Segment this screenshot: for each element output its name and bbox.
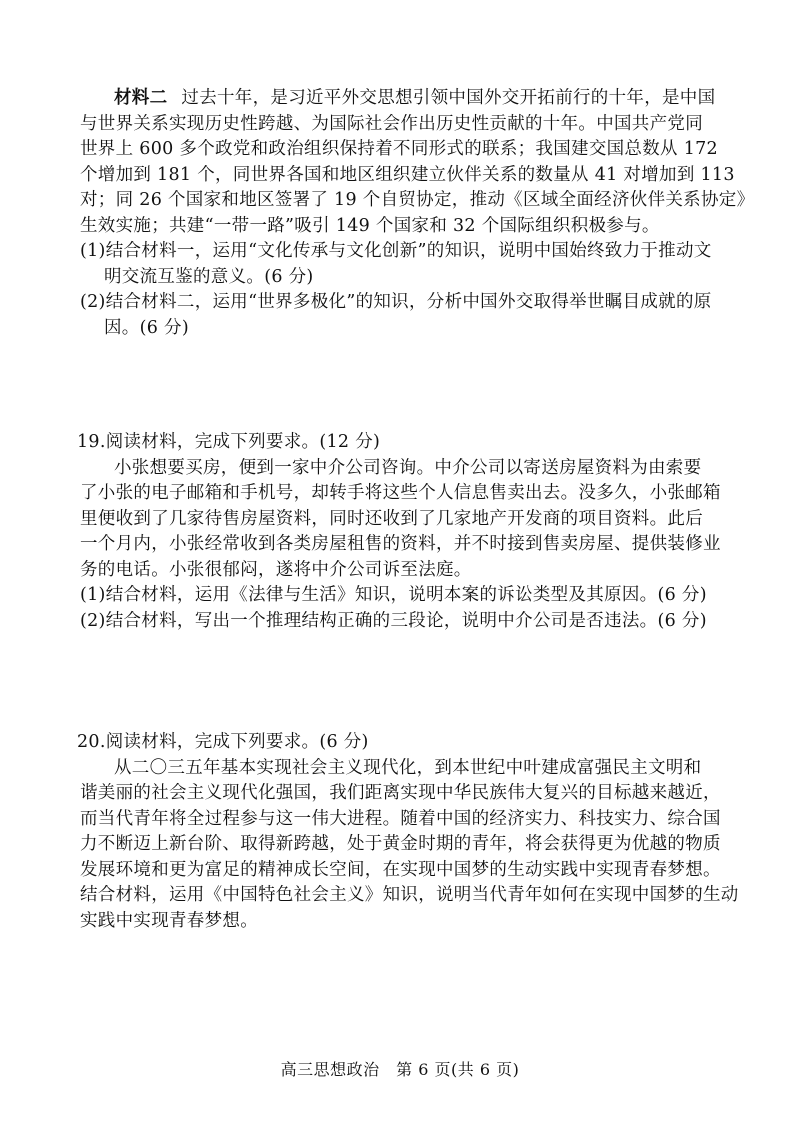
question-20-line-5: 发展环境和更为富足的精神成长空间，在实现中国梦的生动实践中实现青春梦想。 [80, 859, 721, 880]
question-20-line-3: 而当代青年将全过程参与这一伟大进程。随着中国的经济实力、科技实力、综合国 [80, 808, 721, 829]
question-19-2: (2)结合材料，写出一个推理结构正确的三段论，说明中介公司是否违法。(6 分) [80, 610, 707, 631]
question-20-line-6: 结合材料，运用《中国特色社会主义》知识，说明当代青年如何在实现中国梦的生动 [80, 885, 739, 905]
question-20-line-1: 从二〇三五年基本实现社会主义现代化，到本世纪中叶建成富强民主文明和 [114, 757, 702, 778]
question-19-line-3: 里便收到了几家待售房屋资料，同时还收到了几家地产开发商的项目资料。此后 [80, 508, 703, 529]
question-19-line-1: 小张想要买房，便到一家中介公司咨询。中介公司以寄送房屋资料为由索要 [114, 457, 702, 478]
question-20-heading: 20.阅读材料，完成下列要求。(6 分) [77, 732, 369, 752]
page-footer: 高三思想政治 第 6 页(共 6 页) [280, 1060, 520, 1079]
material-two-line-1: 材料二 过去十年，是习近平外交思想引领中国外交开拓前行的十年，是中国 [114, 88, 716, 108]
question-19-section [77, 430, 730, 634]
material-two-title: 材料二 [114, 88, 168, 108]
question-19-line-5: 务的电话。小张很郁闷，遂将中介公司诉至法庭。 [80, 559, 472, 580]
material-two-section [80, 86, 755, 341]
question-20-line-4: 力不断迈上新台阶、取得新跨越，处于黄金时期的青年，将会获得更为优越的物质 [80, 834, 721, 854]
question-18-2-line-2: 因。(6 分) [104, 317, 189, 338]
question-20-section [77, 730, 739, 934]
question-18-1-line-1: (1)结合材料一，运用“文化传承与文化创新”的知识，说明中国始终致力于推动文 [80, 241, 712, 261]
question-18-1-line-2: 明交流互鉴的意义。(6 分) [104, 266, 314, 287]
question-19-line-4: 一个月内，小张经常收到各类房屋租售的资料，并不时接到售卖房屋、提供装修业 [80, 534, 721, 554]
material-two-line-3: 世界上 600 多个政党和政治组织保持着不同形式的联系；我国建交国总数从 172 [80, 139, 718, 159]
question-19-heading: 19.阅读材料，完成下列要求。(12 分) [77, 432, 381, 452]
question-19-line-2: 了小张的电子邮箱和手机号，却转手将这些个人信息售卖出去。没多久，小张邮箱 [80, 483, 721, 503]
question-18-2-line-1: (2)结合材料二，运用“世界多极化”的知识，分析中国外交取得举世瞩目成就的原 [80, 292, 712, 312]
material-two-line-4: 个增加到 181 个，同世界各国和地区组织建立伙伴关系的数量从 41 对增加到 113 [80, 164, 735, 185]
question-20-line-7: 实践中实现青春梦想。 [80, 910, 258, 931]
material-two-line-2: 与世界关系实现历史性跨越、为国际社会作出历史性贡献的十年。中国共产党同 [80, 113, 703, 134]
material-two-line-6: 生效实施；共建“一带一路”吸引 149 个国家和 32 个国际组织积极参与。 [80, 215, 660, 236]
material-two-line-5: 对；同 26 个国家和地区签署了 19 个自贸协定，推动《区域全面经济伙伴关系协定》 [80, 190, 755, 210]
question-20-line-2: 谐美丽的社会主义现代化强国，我们距离实现中华民族伟大复兴的目标越来越近， [80, 783, 721, 803]
question-19-1: (1)结合材料，运用《法律与生活》知识，说明本案的诉讼类型及其原因。(6 分) [80, 585, 707, 605]
